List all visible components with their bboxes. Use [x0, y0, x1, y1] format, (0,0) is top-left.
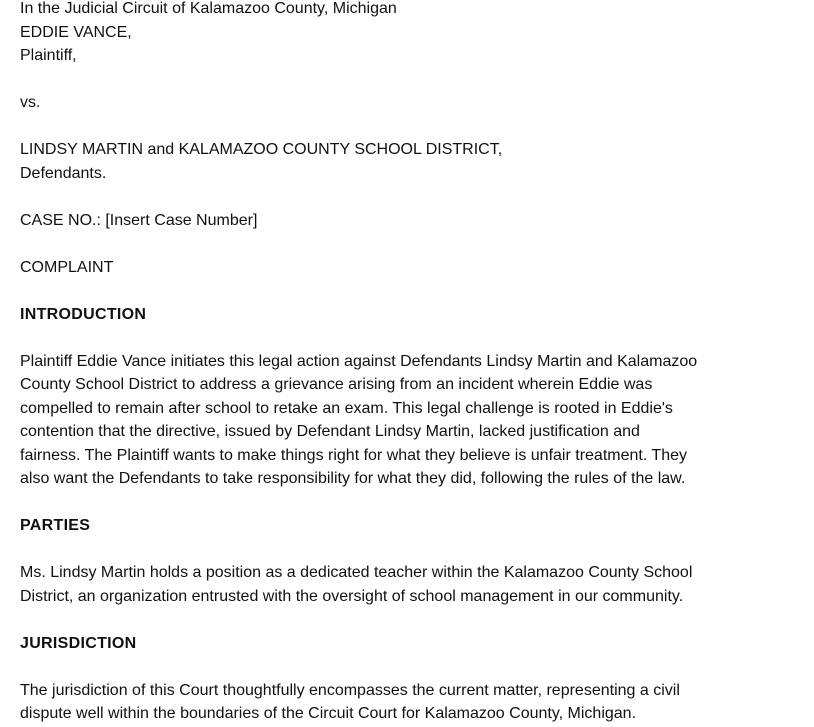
paragraph-line: fairness. The Plaintiff wants to make things right for what they believe is unfair treatment. They — [20, 446, 687, 464]
paragraph-line: Plaintiff Eddie Vance initiates this legal action against Defendants Lindsy Martin and Kalamazoo — [20, 352, 698, 370]
paragraph-line: County School District to address a grievance arising from an incident wherein Eddie was — [20, 376, 653, 393]
spacer — [20, 68, 794, 92]
spacer — [20, 491, 794, 515]
versus-label: vs. — [20, 94, 41, 111]
document-title: COMPLAINT — [20, 258, 114, 276]
paragraph-line: compelled to remain after school to retake an exam. This legal challenge is rooted in Eddie's — [20, 399, 673, 417]
spacer — [20, 279, 794, 303]
introduction-paragraph — [20, 350, 794, 491]
jurisdiction-paragraph — [20, 679, 794, 726]
paragraph-line: contention that the directive, issued by Defendant Lindsy Martin, lacked justification and — [20, 423, 640, 440]
plaintiff-role: Plaintiff, — [20, 47, 77, 64]
paragraph-line: District, an organization entrusted with the oversight of school management in our community. — [20, 587, 684, 605]
parties-heading: PARTIES — [20, 517, 91, 534]
spacer — [20, 655, 794, 679]
spacer — [20, 326, 794, 350]
spacer — [20, 232, 794, 256]
introduction-heading: INTRODUCTION — [20, 305, 147, 323]
court-name: In the Judicial Circuit of Kalamazoo County, Michigan — [20, 0, 397, 17]
defendants-role: Defendants. — [20, 164, 107, 182]
paragraph-line: Ms. Lindsy Martin holds a position as a dedicated teacher within the Kalamazoo County School — [20, 564, 693, 581]
case-number: CASE NO.: [Insert Case Number] — [20, 211, 258, 229]
spacer — [20, 185, 794, 209]
parties-paragraph — [20, 561, 794, 608]
defendants-names: LINDSY MARTIN and KALAMAZOO COUNTY SCHOOL DISTRICT, — [20, 141, 503, 158]
paragraph-line: dispute well within the boundaries of the Circuit Court for Kalamazoo County, Michigan. — [20, 705, 637, 722]
plaintiff-name: EDDIE VANCE, — [20, 23, 132, 41]
spacer — [20, 538, 794, 562]
spacer — [20, 115, 794, 139]
spacer — [20, 608, 794, 632]
paragraph-line: also want the Defendants to take responsibility for what they did, following the rules of the law. — [20, 470, 686, 487]
jurisdiction-heading: JURISDICTION — [20, 634, 137, 652]
paragraph-line: The jurisdiction of this Court thoughtfully encompasses the current matter, representing a civil — [20, 681, 680, 699]
